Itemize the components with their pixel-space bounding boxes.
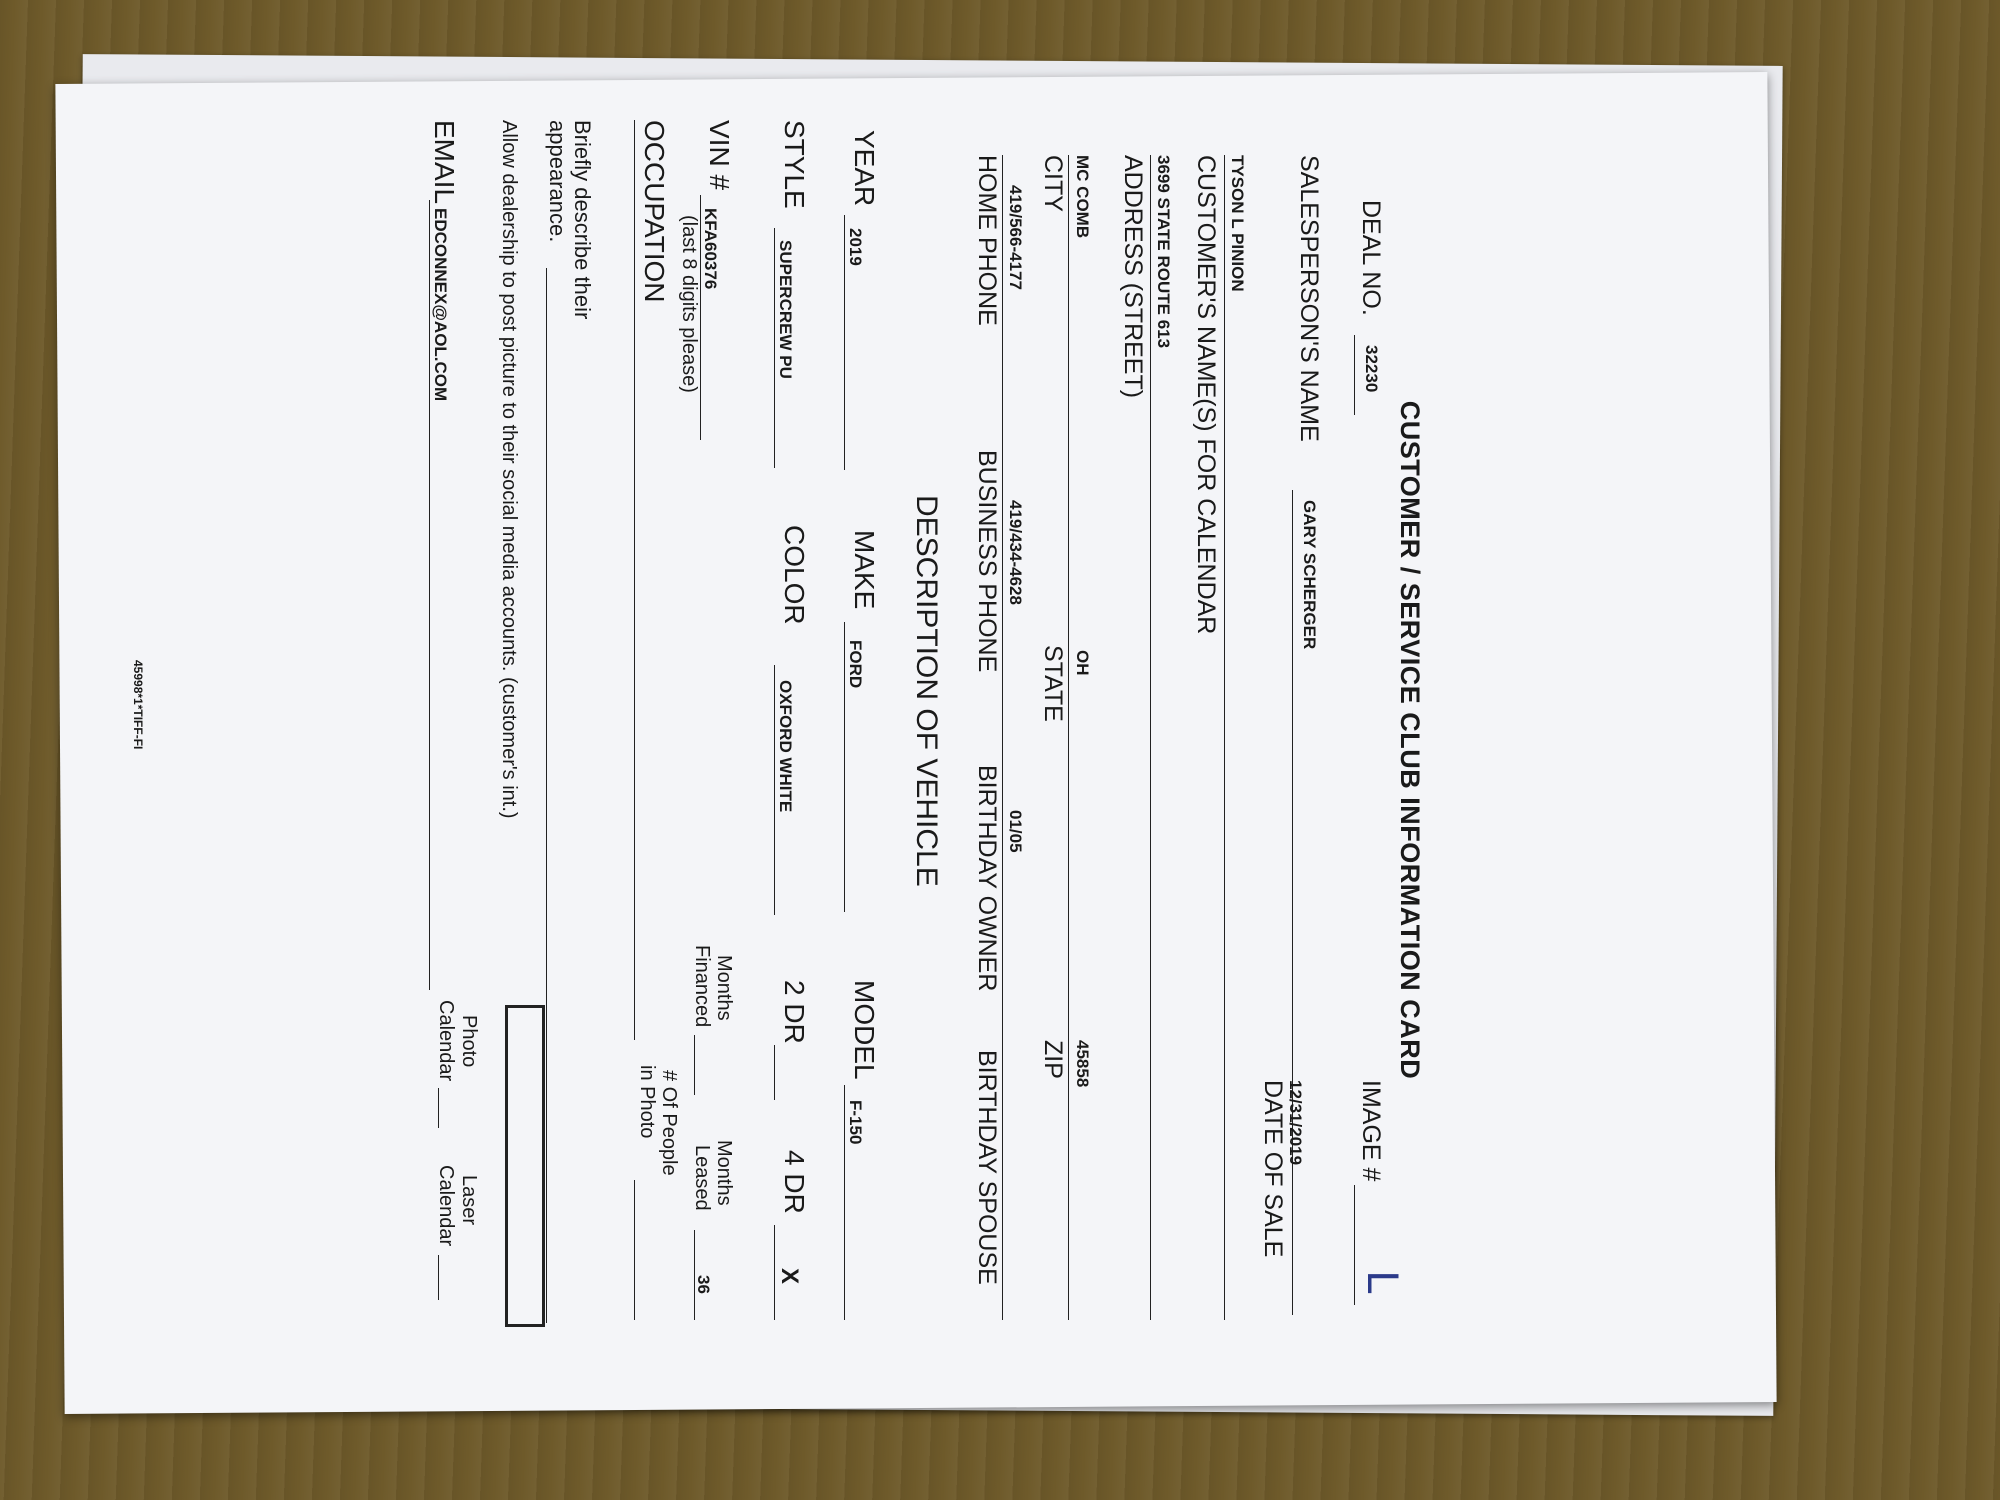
year-value[interactable]: 2019 [846,228,865,266]
birthday-owner-value[interactable]: 01/05 [1006,810,1025,853]
vin-line [700,195,701,440]
social-media-consent-box[interactable] [505,1005,545,1327]
business-phone-value[interactable]: 419/434-4628 [1006,500,1025,605]
city-state-zip-line [1068,155,1069,1320]
form-title: CUSTOMER / SERVICE CLUB INFORMATION CARD [1395,400,1425,1080]
address-value[interactable]: 3699 STATE ROUTE 613 [1154,155,1173,349]
describe-appearance-line[interactable] [546,268,547,1323]
year-label: YEAR [849,130,880,207]
zip-label: ZIP [1039,1040,1067,1079]
email-label: EMAIL [429,120,460,205]
social-media-consent-label: Allow dealership to post picture to their social media accounts. (customer's int.) [498,120,520,819]
describe-appearance-label-line1: Briefly describe their [570,120,595,320]
style-value[interactable]: SUPERCREW PU [776,240,795,379]
salesperson-label: SALESPERSON'S NAME [1295,155,1323,442]
color-line [774,665,775,915]
address-label: ADDRESS (STREET) [1119,155,1147,399]
deal-no-label: DEAL NO. [1357,200,1385,316]
customer-name-label: CUSTOMER'S NAME(S) FOR CALENDAR [1192,155,1220,635]
address-line [1150,155,1151,1320]
two-door-label: 2 DR [779,980,810,1044]
phones-line [1002,155,1003,1320]
customer-name-line [1224,155,1225,1320]
date-of-sale-value[interactable]: 12/31/2019 [1286,1080,1305,1166]
business-phone-label: BUSINESS PHONE [973,450,1001,673]
form-footer-code: 45998*1*TIFF-FI [131,660,145,750]
home-phone-value[interactable]: 419/566-4177 [1006,185,1025,290]
zip-value[interactable]: 45858 [1073,1040,1092,1088]
vin-hint: (last 8 digits please) [678,215,700,393]
laser-calendar-line[interactable] [438,1255,439,1300]
laser-calendar-label-line2: Calendar [435,1165,457,1247]
months-leased-line [694,1230,695,1320]
color-value[interactable]: OXFORD WHITE [776,680,795,813]
months-leased-label-line2: Leased [691,1145,713,1211]
make-line [844,622,845,912]
state-label: STATE [1039,645,1067,722]
photo-calendar-label-line2: Calendar [435,1000,457,1082]
months-financed-line[interactable] [694,1035,695,1095]
occupation-label: OCCUPATION [639,120,670,303]
make-label: MAKE [849,530,880,610]
model-value[interactable]: F-150 [846,1100,865,1145]
birthday-spouse-label: BIRTHDAY SPOUSE [973,1050,1001,1285]
style-label: STYLE [779,120,810,209]
vin-label: VIN # [704,120,735,191]
four-door-label: 4 DR [779,1150,810,1214]
image-handwritten-value[interactable]: L [1358,1270,1407,1294]
describe-appearance-label-line2: appearance. [545,120,570,243]
photo-calendar-line[interactable] [438,1088,439,1128]
city-label: CITY [1039,155,1067,212]
people-in-photo-label-line1: # Of People [658,1070,680,1176]
deal-no-line [1354,335,1355,415]
occupation-line[interactable] [634,120,635,1040]
birthday-owner-label: BIRTHDAY OWNER [973,765,1001,992]
four-door-line [774,1225,775,1320]
image-line [1354,1185,1355,1305]
city-value[interactable]: MC COMB [1073,155,1092,239]
four-door-mark[interactable]: X [776,1268,803,1285]
months-leased-label-line1: Months [713,1140,735,1206]
email-value[interactable]: EDCONNEX@AOL.COM [431,208,450,402]
months-leased-value[interactable]: 36 [694,1275,713,1294]
two-door-line[interactable] [774,1045,775,1100]
vin-value[interactable]: KFA60376 [701,208,720,290]
people-in-photo-line[interactable] [634,1180,635,1320]
vehicle-heading: DESCRIPTION OF VEHICLE [910,495,943,887]
state-value[interactable]: OH [1073,650,1092,676]
customer-name-value[interactable]: TYSON L PINION [1228,155,1247,292]
email-line [429,200,430,990]
home-phone-label: HOME PHONE [973,155,1001,326]
color-label: COLOR [779,525,810,625]
model-label: MODEL [849,980,880,1080]
year-line [844,215,845,470]
months-financed-label-line1: Months [713,955,735,1021]
salesperson-line [1292,490,1293,1315]
info-card-form [75,0,1425,1420]
people-in-photo-label-line2: in Photo [636,1065,658,1139]
make-value[interactable]: FORD [846,640,865,689]
style-line [774,228,775,468]
date-of-sale-label: DATE OF SALE [1259,1080,1287,1258]
laser-calendar-label-line1: Laser [458,1175,480,1226]
photo-calendar-label-line1: Photo [458,1015,480,1068]
deal-no-value[interactable]: 32230 [1362,345,1381,393]
salesperson-value[interactable]: GARY SCHERGER [1300,500,1319,650]
image-label: IMAGE # [1357,1080,1385,1182]
model-line [844,1085,845,1320]
months-financed-label-line2: Financed [691,945,713,1028]
